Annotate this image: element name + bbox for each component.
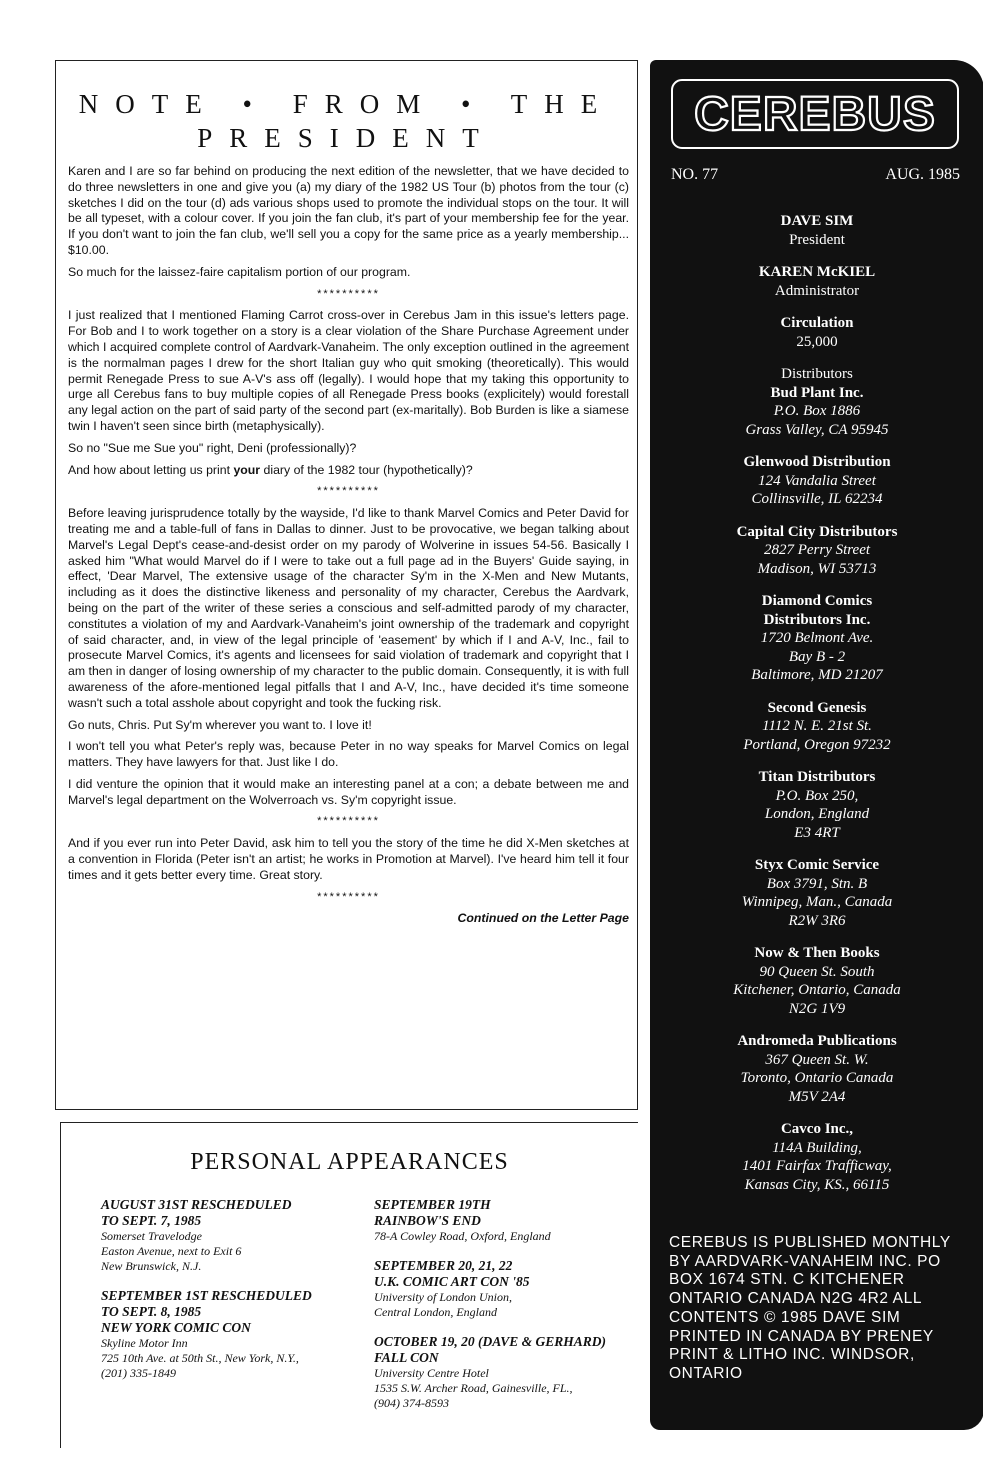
issue-line bbox=[671, 166, 960, 184]
note-paragraph: And if you ever run into Peter David, ask him to tell you the story of the time he did X-Men sketches at a convention in Florida (Peter isn't an artist; he works in Promotion at Marvel). I've heard him tell it four times and it gets better every time. Great story. bbox=[68, 836, 629, 882]
distributor-address: 1112 N. E. 21st St. bbox=[762, 718, 872, 734]
note-paragraph: I just realized that I mentioned Flaming Carrot cross-over in Cerebus Jam in this issue's letters page. For Bob and I to work together on a story is a clear violation of the Share Purchase Agreement under which I acquired complete control of Aardvark-Vanaheim. The only exception outlined in the agreement is the normalman pages I drew for the short Italian guy who quit smoking (theoretically). This would permit Renegade Press to sue A-V's ass off (legally). I would hope that my taking this opportunity to urge all Cerebus fans to buy multiple copies of all Renegade Press books (explicitely) would forestall any legal action on the part of said party of the second part (ex-maritally). Bob Burden is like a siamese twin I haven't seen since birth (metaphysically). bbox=[68, 308, 629, 433]
distributor-entry bbox=[650, 856, 983, 930]
distributor-entry bbox=[650, 699, 983, 755]
note-paragraph: I won't tell you what Peter's reply was, because Peter in no way speaks for Marvel Comics on legal matters. They have lawyers for that. Just like I do. bbox=[68, 739, 629, 770]
distributor-address: London, England bbox=[764, 806, 870, 822]
continued-note: Continued on the Letter Page bbox=[457, 911, 629, 926]
staff-entry bbox=[650, 263, 983, 300]
distributor-address: P.O. Box 250, bbox=[775, 787, 859, 804]
distributor-name: Glenwood Distribution bbox=[743, 454, 891, 470]
masthead-sidebar bbox=[650, 60, 983, 1430]
star-divider: ********** bbox=[317, 485, 380, 498]
distributor-name: Bud Plant Inc. bbox=[770, 384, 864, 401]
entry-role: Administrator bbox=[774, 282, 860, 299]
note-title-line2: PRESIDENT bbox=[197, 123, 496, 153]
note-title-line1: NOTE • FROM • THE bbox=[78, 89, 615, 119]
distributor-address: 90 Queen St. South bbox=[759, 963, 875, 980]
event-detail: Skyline Motor Inn bbox=[101, 1336, 188, 1350]
appearance-event bbox=[374, 1258, 634, 1320]
distributor-address: Grass Valley, CA 95945 bbox=[745, 421, 889, 438]
distributor-address: Kansas City, KS., 66115 bbox=[744, 1176, 890, 1193]
note-title bbox=[56, 87, 637, 155]
logo-text: CEREBUS bbox=[694, 88, 936, 141]
staff-and-distributors bbox=[650, 212, 983, 1208]
event-detail: University Centre Hotel bbox=[374, 1366, 489, 1380]
distributor-address: 1720 Belmont Ave. bbox=[760, 630, 874, 646]
note-body bbox=[68, 164, 629, 927]
appearances-right-column bbox=[374, 1197, 634, 1425]
distributor-name: Cavco Inc., bbox=[780, 1121, 854, 1137]
distributor-name: Styx Comic Service bbox=[754, 857, 880, 873]
distributor-entry bbox=[650, 523, 983, 579]
distributor-name: Now & Then Books bbox=[754, 945, 880, 961]
event-heading: TO SEPT. 8, 1985 bbox=[101, 1304, 202, 1319]
event-detail: (201) 335-1849 bbox=[101, 1366, 176, 1380]
distributor-name: Andromeda Publications bbox=[737, 1033, 897, 1049]
entry-name: DAVE SIM bbox=[780, 213, 854, 229]
note-paragraph: Go nuts, Chris. Put Sy'm wherever you want to. I love it! bbox=[68, 717, 372, 732]
distributor-address: Box 3791, Stn. B bbox=[766, 875, 868, 892]
issue-date: AUG. 1985 bbox=[885, 166, 960, 183]
distributor-entry bbox=[650, 592, 983, 685]
distributor-address: Winnipeg, Man., Canada bbox=[741, 894, 893, 910]
distributor-address: P.O. Box 1886 bbox=[773, 403, 861, 419]
publisher-statement: CEREBUS IS PUBLISHED MONTHLY BY AARDVARK-VANAHEIM INC. PO BOX 1674 STN. C KITCHENER ONTARIO CANADA N2G 4R2 ALL CONTENTS © 1985 DAVE SIM PRINTED IN CANADA BY PRENEY PRINT & LITHO INC. WINDSOR, ONTARIO bbox=[669, 1234, 951, 1382]
distributor-address: 124 Vandalia Street bbox=[758, 472, 876, 489]
distributor-address: 367 Queen St. W. bbox=[765, 1051, 869, 1068]
event-detail: 725 10th Ave. at 50th St., New York, N.Y., bbox=[101, 1351, 299, 1365]
distributor-address: Kitchener, Ontario, Canada bbox=[733, 982, 901, 998]
event-detail: (904) 374-8593 bbox=[374, 1396, 449, 1410]
event-heading: FALL CON bbox=[374, 1350, 439, 1365]
distributor-entry bbox=[650, 453, 983, 509]
distributor-address: 114A Building, bbox=[772, 1139, 862, 1156]
distributor-address: E3 4RT bbox=[794, 824, 840, 841]
note-paragraph bbox=[68, 463, 629, 479]
distributor-address: Portland, Oregon 97232 bbox=[743, 736, 891, 753]
distributor-address: R2W 3R6 bbox=[788, 912, 846, 929]
distributor-address: 1401 Fairfax Trafficway, bbox=[742, 1158, 892, 1174]
distributor-name: Distributors Inc. bbox=[763, 611, 871, 628]
distributor-name: Capital City Distributors bbox=[736, 523, 898, 540]
staff-entry bbox=[650, 212, 983, 249]
note-paragraph: Before leaving jurisprudence totally by the wayside, I'd like to thank Marvel Comics and Peter David for treating me and a table-full of fans in Dallas to dinner. Just to be provocative, we began talking about Marvel's Legal Dept's cease-and-desist order on my parody of Wolverine in issues 54-56. Basically I asked him "What would Marvel do if I were to take out a full page ad in the Buyers' Guide saying, in effect, 'Dear Marvel, The extensive usage of the character Sy'm in the X-Men and New Mutants, including as it does the distinctive likeness and personality of my character, Cerebus the Aardvark, being on the part of the writer of these series a conscious and self-admitted parody of my character, constitutes a violation of my and Aardvark-Vanaheim's joint ownership of the trademark and copyright of said character, and, in view of the legal principle of 'easement' by which if I and A-V, Inc., fail to prosecute Marvel Comics, it's agents and licensees for said violation of trademark and copyright that I am then in danger of losing ownership of my character to the public domain. Consequently, it is with full awareness of the afore-mentioned legal pitfalls that I and A-V, Inc., have decided it's time someone wasn't such a total asshole about copyright and took the fucking risk. bbox=[68, 506, 629, 710]
event-heading: OCTOBER 19, 20 (DAVE & GERHARD) bbox=[374, 1334, 607, 1349]
appearance-event bbox=[374, 1197, 634, 1244]
appearance-event bbox=[101, 1288, 371, 1381]
appearance-event bbox=[101, 1197, 371, 1274]
entry-name: KAREN McKIEL bbox=[758, 264, 876, 280]
entry-name: Circulation bbox=[780, 315, 854, 331]
distributor-entry bbox=[650, 1120, 983, 1194]
distributor-entry bbox=[650, 1032, 983, 1106]
event-detail: Somerset Travelodge bbox=[101, 1229, 202, 1243]
issue-number: NO. 77 bbox=[671, 166, 719, 183]
event-heading: NEW YORK COMIC CON bbox=[101, 1320, 251, 1335]
note-paragraph: So much for the laissez-faire capitalism portion of our program. bbox=[68, 264, 411, 279]
distributor-entry bbox=[650, 944, 983, 1018]
distributor-name: Diamond Comics bbox=[761, 593, 873, 609]
distributor-address: Collinsville, IL 62234 bbox=[751, 491, 883, 507]
text-span: diary of the 1982 tour (hypothetically)? bbox=[263, 462, 473, 477]
distributor-name: Second Genesis bbox=[767, 699, 867, 716]
star-divider: ********** bbox=[317, 890, 380, 903]
event-detail: University of London Union, bbox=[374, 1290, 512, 1304]
entry-role: President bbox=[789, 231, 845, 248]
distributor-address: Madison, WI 53713 bbox=[757, 560, 877, 577]
note-paragraph: Karen and I are so far behind on producing the next edition of the newsletter, that we have decided to do three newsletters in one and give you (a) my diary of the 1982 US Tour (b) photos from the tour (c) sketches I did on the tour (d) ads various shops used to promote the individual stops on the tour. It will be all typeset, with a colour cover. If you join the fan club, it's part of your membership fee for the year. If you don't want to join the fan club, we'll sell you a copy for the same price as a yearly membership... $10.00. bbox=[68, 164, 629, 257]
event-heading: AUGUST 31ST RESCHEDULED bbox=[101, 1197, 292, 1212]
event-heading: SEPTEMBER 1ST RESCHEDULED bbox=[101, 1288, 312, 1303]
star-divider: ********** bbox=[317, 815, 380, 828]
event-detail: 1535 S.W. Archer Road, Gainesville, FL., bbox=[374, 1381, 573, 1395]
distributor-entry bbox=[650, 768, 983, 842]
distributor-address: M5V 2A4 bbox=[788, 1088, 846, 1105]
distributor-address: Bay B - 2 bbox=[788, 648, 846, 665]
event-detail: Easton Avenue, next to Exit 6 bbox=[101, 1244, 242, 1258]
event-detail: Central London, England bbox=[374, 1305, 498, 1319]
star-divider: ********** bbox=[317, 287, 380, 300]
event-detail: 78-A Cowley Road, Oxford, England bbox=[374, 1229, 551, 1243]
event-heading: SEPTEMBER 20, 21, 22 bbox=[374, 1258, 513, 1273]
personal-appearances-title: PERSONAL APPEARANCES bbox=[190, 1149, 509, 1175]
event-detail: New Brunswick, N.J. bbox=[101, 1259, 202, 1273]
personal-appearances-box bbox=[60, 1122, 638, 1448]
event-heading: RAINBOW'S END bbox=[374, 1213, 481, 1228]
circulation-entry bbox=[650, 314, 983, 351]
distributor-address: N2G 1V9 bbox=[788, 1000, 846, 1017]
event-heading: TO SEPT. 7, 1985 bbox=[101, 1213, 202, 1228]
distributor-name: Titan Distributors bbox=[758, 769, 876, 785]
distributor-address: 2827 Perry Street bbox=[763, 542, 871, 558]
circulation-value: 25,000 bbox=[796, 333, 838, 350]
distributor-address: Toronto, Ontario Canada bbox=[740, 1070, 894, 1086]
note-from-president-box bbox=[55, 60, 638, 1110]
emphasis-your: your bbox=[233, 462, 261, 477]
cerebus-logo bbox=[670, 78, 960, 150]
distributor-address: Baltimore, MD 21207 bbox=[751, 667, 883, 683]
event-heading: SEPTEMBER 19TH bbox=[374, 1197, 491, 1212]
distributors-heading: Distributors bbox=[781, 366, 853, 382]
event-heading: U.K. COMIC ART CON '85 bbox=[374, 1274, 530, 1289]
note-paragraph: I did venture the opinion that it would make an interesting panel at a con; a debate between me and Marvel's legal department on the Wolverroach vs. Sy'm copyright issue. bbox=[68, 776, 629, 807]
distributor-entry bbox=[650, 365, 983, 439]
note-paragraph: So no "Sue me Sue you" right, Deni (professionally)? bbox=[68, 440, 357, 455]
appearances-left-column bbox=[101, 1197, 371, 1395]
appearance-event bbox=[374, 1334, 634, 1411]
text-span: And how about letting us print bbox=[68, 462, 231, 477]
